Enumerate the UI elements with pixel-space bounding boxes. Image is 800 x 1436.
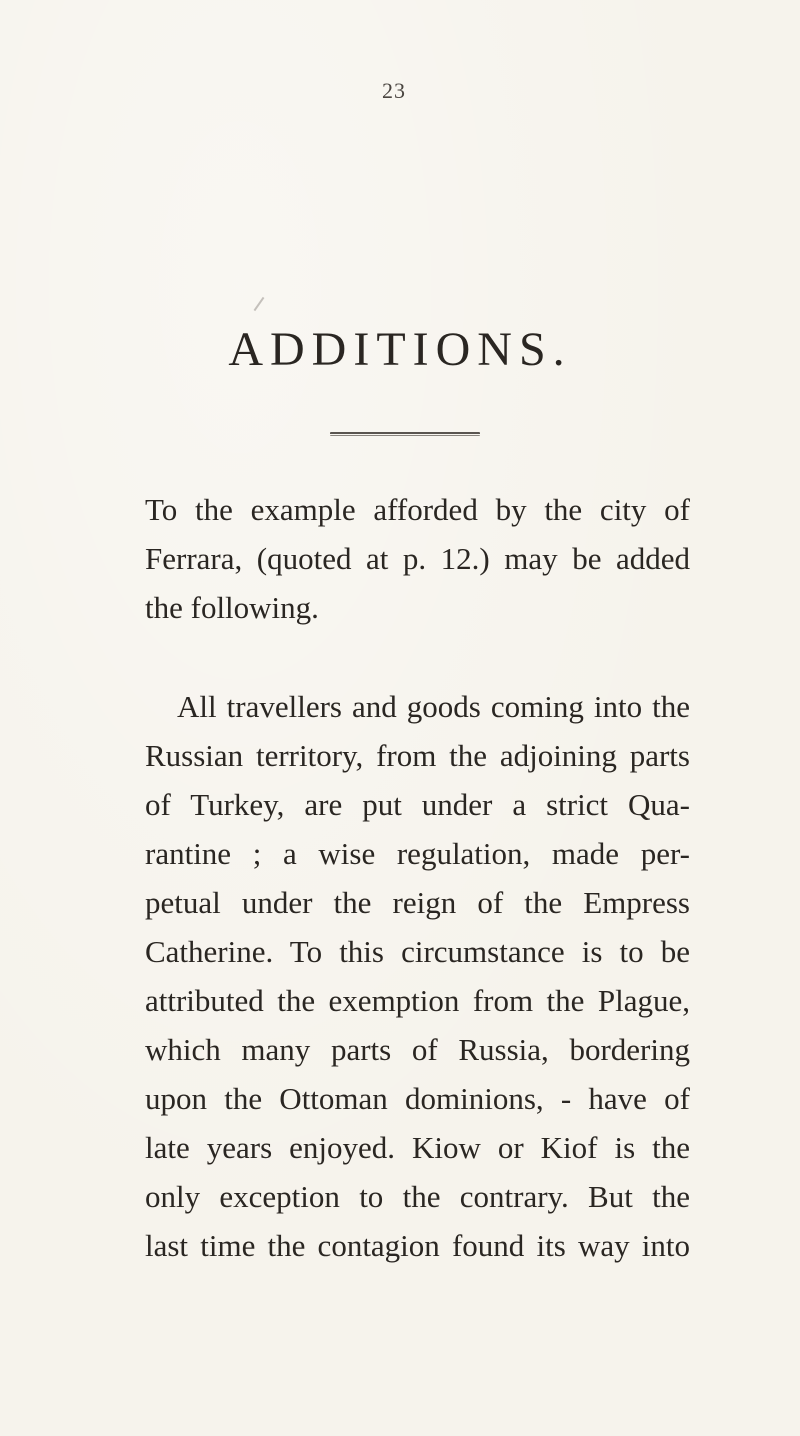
text-line: petual under the reign of the Empress — [145, 885, 690, 920]
paragraph-quarantine — [145, 682, 690, 1270]
text-line: To the example afforded by the city of — [145, 492, 690, 527]
paragraph-intro — [145, 485, 690, 632]
text-line: All travellers and goods coming into the — [177, 689, 690, 724]
text-line: of Turkey, are put under a strict Qua- — [145, 787, 690, 822]
text-line: attributed the exemption from the Plague, — [145, 983, 690, 1018]
text-line: which many parts of Russia, bordering — [145, 1032, 690, 1067]
text-line: late years enjoyed. Kiow or Kiof is the — [145, 1130, 690, 1165]
text-line: rantine ; a wise regulation, made per- — [145, 836, 690, 871]
text-line: Ferrara, (quoted at p. 12.) may be added — [145, 541, 690, 576]
text-line: Catherine. To this circumstance is to be — [145, 934, 690, 969]
heading-rule — [330, 432, 480, 436]
section-heading: ADDITIONS. — [228, 323, 572, 376]
text-line: Russian territory, from the adjoining parts — [145, 738, 690, 773]
text-line: last time the contagion found its way into — [145, 1228, 690, 1263]
text-line: the following. — [145, 590, 319, 625]
text-line: upon the Ottoman dominions, - have of — [145, 1081, 690, 1116]
text-line: only exception to the contrary. But the — [145, 1179, 690, 1214]
stray-mark — [254, 297, 265, 311]
page-number: 23 — [382, 78, 406, 103]
